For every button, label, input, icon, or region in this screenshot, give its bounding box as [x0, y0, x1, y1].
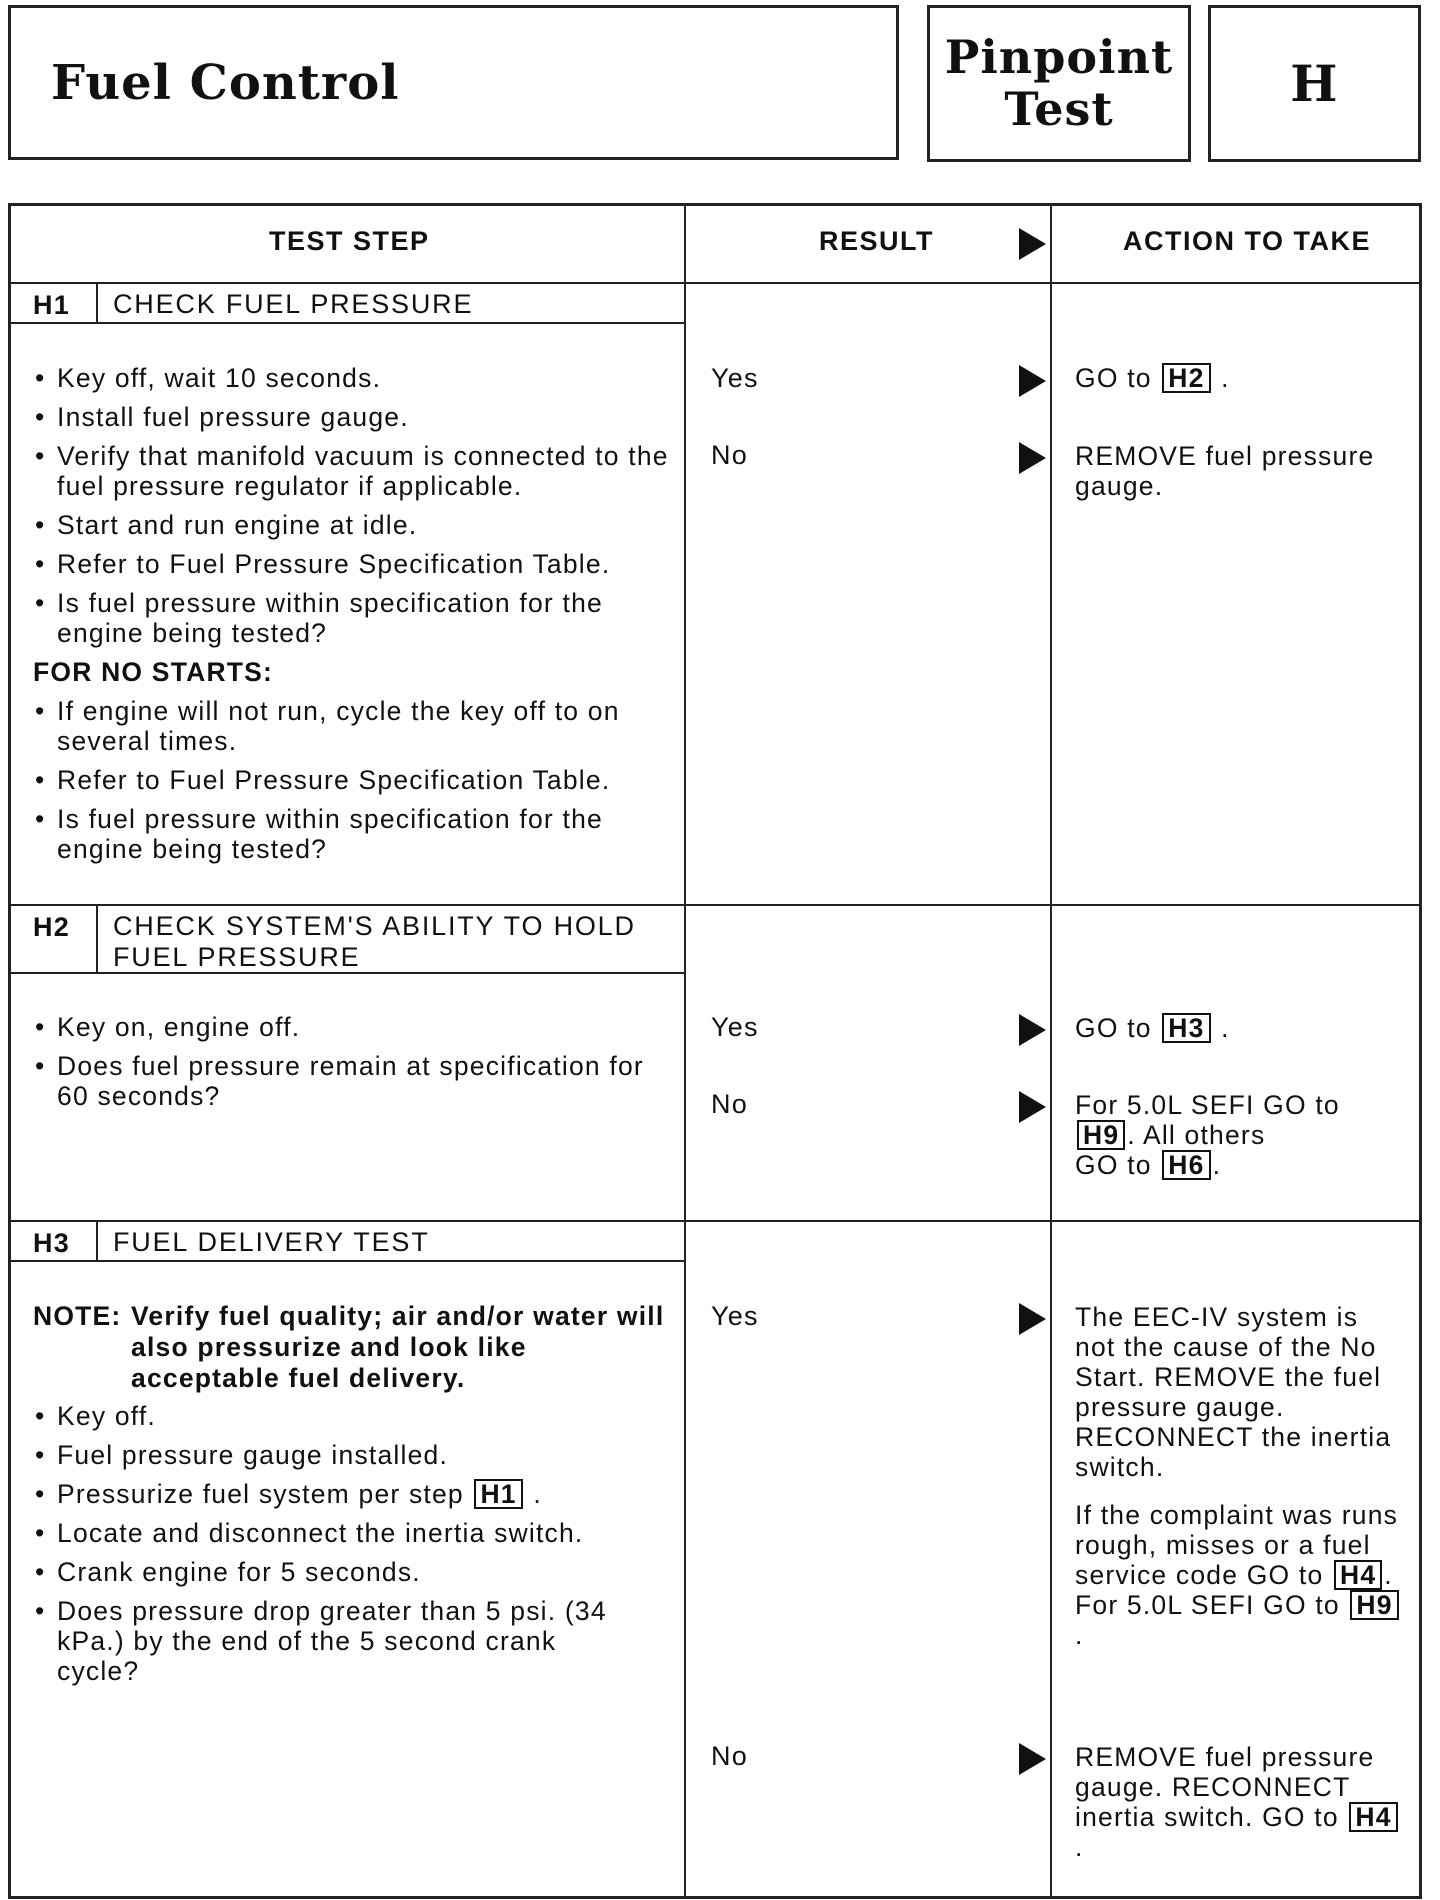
- action-yes: [1075, 1013, 1405, 1043]
- list-item: • Does fuel pressure remain at specification for 60 seconds?: [33, 1051, 673, 1111]
- action-text: GO to: [1075, 1013, 1152, 1043]
- arrow-right-icon: [1019, 1014, 1046, 1046]
- row-divider: [11, 282, 1419, 284]
- list-item: • Is fuel pressure within specification for the engine being tested?: [33, 804, 673, 864]
- arrow-right-icon: [1019, 1743, 1046, 1775]
- action-text: .: [1075, 1620, 1084, 1650]
- step-ref-h1[interactable]: H1: [474, 1479, 522, 1509]
- list-item: • Verify that manifold vacuum is connected to the fuel pressure regulator if applicable.: [33, 441, 673, 501]
- action-text: GO to: [1075, 363, 1152, 393]
- action-text: .: [1221, 363, 1230, 393]
- action-text: .: [1212, 1150, 1222, 1180]
- action-text: . All others: [1127, 1120, 1266, 1150]
- column-header-test-step: TEST STEP: [269, 226, 430, 256]
- column-header-action: ACTION TO TAKE: [1123, 226, 1371, 256]
- list-item: • If engine will not run, cycle the key off to on several times.: [33, 696, 673, 756]
- action-paragraph: [1075, 1500, 1405, 1650]
- action-paragraph: The EEC-IV system is not the cause of the No Start. REMOVE the fuel pressure gauge. RECONNECT the inertia switch.: [1075, 1302, 1392, 1482]
- page-title: Fuel Control: [51, 54, 400, 111]
- step-ref-h2[interactable]: H2: [1162, 363, 1210, 393]
- list-item: • Refer to Fuel Pressure Specification Table.: [33, 765, 673, 795]
- list-item-text: Pressurize fuel system per step: [57, 1479, 464, 1509]
- step-ref-h9[interactable]: H9: [1077, 1120, 1125, 1150]
- step-id-divider: [96, 1222, 98, 1262]
- step-ref-h6[interactable]: H6: [1162, 1150, 1210, 1180]
- step-title: CHECK SYSTEM'S ABILITY TO HOLD FUEL PRESSURE: [113, 911, 636, 972]
- pinpoint-test-table: [8, 203, 1422, 1899]
- action-text: . For 5.0L SEFI GO to: [1075, 1560, 1393, 1620]
- header-test-code-box: [1208, 5, 1421, 162]
- action-text: For 5.0L SEFI GO to: [1075, 1090, 1340, 1120]
- step-title: CHECK FUEL PRESSURE: [113, 289, 474, 319]
- list-item: • Does pressure drop greater than 5 psi. (34 kPa.) by the end of the 5 second crank cycle?: [33, 1596, 633, 1686]
- step-ref-h4[interactable]: H4: [1334, 1560, 1382, 1590]
- step-title-underline: [11, 322, 684, 324]
- action-text: .: [1221, 1013, 1230, 1043]
- column-header-result: RESULT: [819, 226, 934, 256]
- test-type: Pinpoint Test: [944, 29, 1174, 136]
- step-id: H1: [33, 290, 70, 320]
- action-yes: [1075, 363, 1405, 393]
- list-item: • Start and run engine at idle.: [33, 510, 673, 540]
- arrow-right-icon: [1019, 1303, 1046, 1335]
- header-test-type-box: [927, 5, 1191, 162]
- arrow-right-icon: [1019, 365, 1046, 397]
- result-yes: Yes: [711, 363, 759, 393]
- subheading: FOR NO STARTS:: [33, 657, 274, 687]
- result-no: No: [711, 1089, 748, 1119]
- step-id: H3: [33, 1228, 70, 1258]
- step-title: FUEL DELIVERY TEST: [113, 1227, 430, 1257]
- step-id: H2: [33, 912, 70, 942]
- action-text: GO to: [1075, 1150, 1152, 1180]
- test-code: H: [1290, 54, 1339, 113]
- action-yes: [1075, 1302, 1405, 1650]
- arrow-right-icon: [1019, 228, 1046, 260]
- note: [33, 1301, 673, 1394]
- step-ref-h3[interactable]: H3: [1162, 1013, 1210, 1043]
- action-no: REMOVE fuel pressure gauge.: [1075, 441, 1375, 501]
- result-no: No: [711, 1741, 748, 1771]
- list-item: • Locate and disconnect the inertia switch.: [33, 1518, 673, 1548]
- step-ref-h9[interactable]: H9: [1350, 1590, 1398, 1620]
- action-text: .: [1075, 1832, 1084, 1862]
- action-no: [1075, 1090, 1395, 1180]
- action-text: If the complaint was runs rough, misses or a fuel service code GO to: [1075, 1500, 1399, 1590]
- list-item: • Install fuel pressure gauge.: [33, 402, 673, 432]
- step-id-divider: [96, 906, 98, 974]
- result-no: No: [711, 440, 748, 470]
- list-item: [33, 1479, 673, 1509]
- step-title-underline: [11, 1260, 684, 1262]
- list-item: • Refer to Fuel Pressure Specification Table.: [33, 549, 673, 579]
- arrow-right-icon: [1019, 1091, 1046, 1123]
- list-item: • Is fuel pressure within specification for the engine being tested?: [33, 588, 673, 648]
- row-divider: [11, 904, 1419, 906]
- list-item-text: .: [533, 1479, 542, 1509]
- note-label: NOTE:: [33, 1301, 122, 1331]
- list-item: • Fuel pressure gauge installed.: [33, 1440, 673, 1470]
- step-id-divider: [96, 284, 98, 324]
- list-item: • Crank engine for 5 seconds.: [33, 1557, 673, 1587]
- list-item: • Key off.: [33, 1401, 673, 1431]
- action-no: [1075, 1742, 1405, 1862]
- note-text: Verify fuel quality; air and/or water will also pressurize and look like acceptable fuel delivery.: [131, 1301, 665, 1393]
- result-yes: Yes: [711, 1012, 759, 1042]
- column-divider: [684, 206, 686, 1896]
- header-title-box: [8, 5, 899, 160]
- row-divider: [11, 1220, 1419, 1222]
- list-item: • Key off, wait 10 seconds.: [33, 363, 673, 393]
- column-divider: [1050, 206, 1052, 1896]
- step-ref-h4[interactable]: H4: [1349, 1802, 1397, 1832]
- list-item: • Key on, engine off.: [33, 1012, 673, 1042]
- result-yes: Yes: [711, 1301, 759, 1331]
- action-text: REMOVE fuel pressure gauge. RECONNECT inertia switch. GO to: [1075, 1742, 1375, 1832]
- arrow-right-icon: [1019, 442, 1046, 474]
